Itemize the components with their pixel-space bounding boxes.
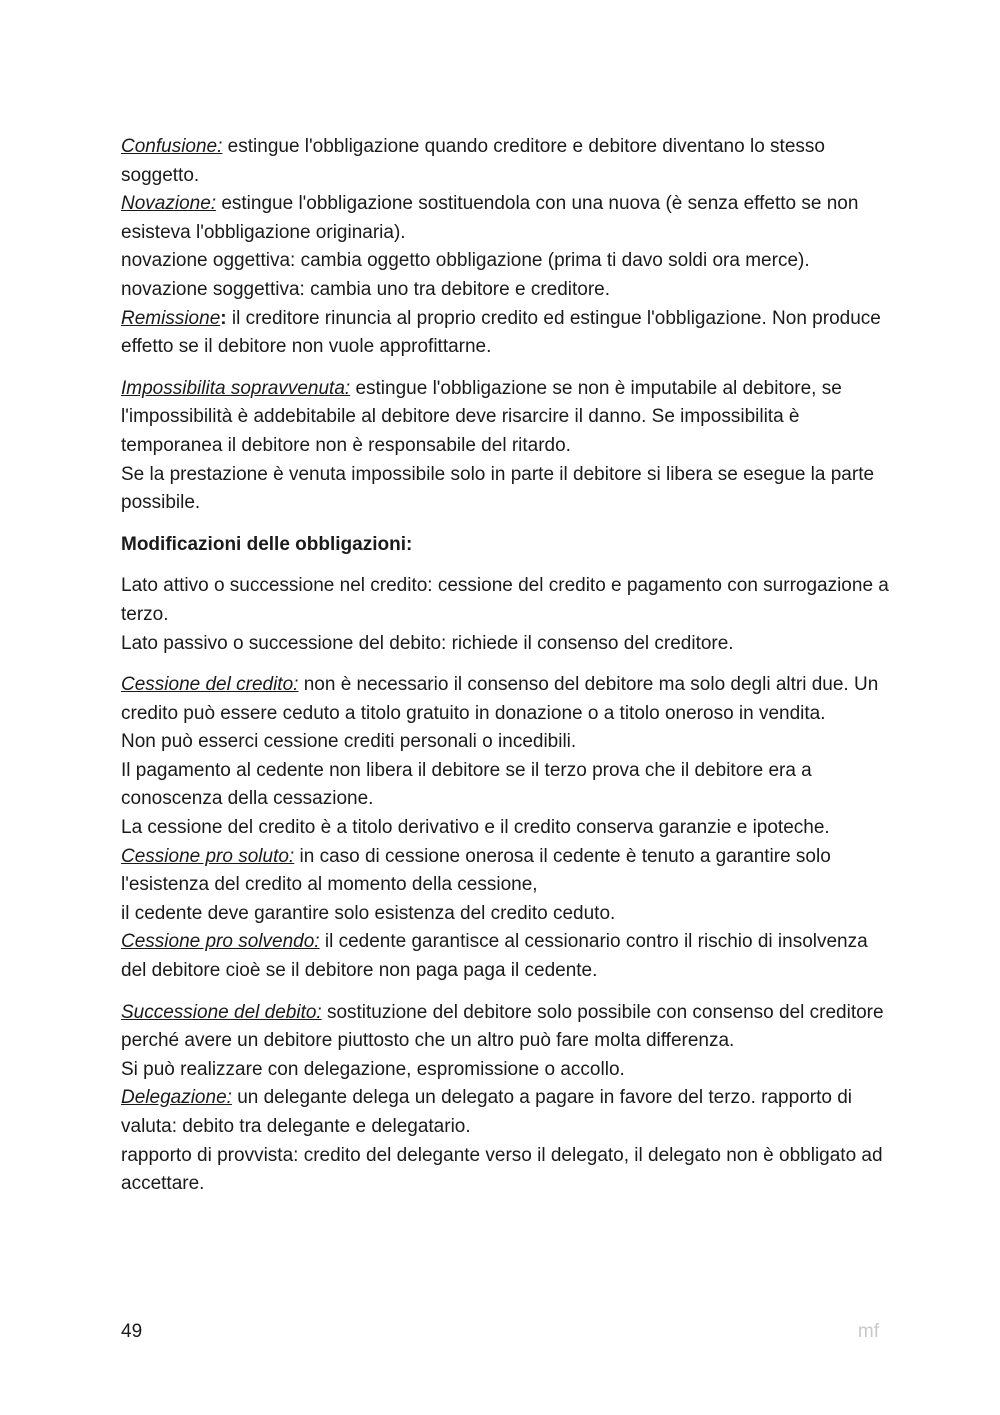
paragraph [121,1084,891,1141]
term-label: Remissione [121,307,221,329]
term-label: Cessione pro soluto: [121,845,295,867]
paragraph [121,461,891,518]
footer-mark: mf [857,1321,879,1342]
section-extinction [121,133,891,362]
paragraph [121,133,891,190]
paragraph-text: Lato attivo o successione nel credito: cessione del credito e pagamento con surrogazione a terzo. [121,575,889,625]
term-label: Cessione del credito: [121,674,299,696]
paragraph-text: estingue l'obbligazione se non è imputabile al debitore, se l'impossibilità è addebitabile al debitore deve risarcire il danno. Se impossibilita è temporanea il debitore non è responsabile del ritardo. [121,377,842,456]
paragraph-text: Se la prestazione è venuta impossibile solo in parte il debitore si libera se esegue la parte possibile. [121,463,875,514]
term-label: Novazione: [121,193,217,215]
paragraph [121,375,891,461]
paragraph [121,843,891,900]
term-label: Successione del debito: [121,1001,322,1023]
paragraph [121,190,891,247]
term-label: Cessione pro solvendo: [121,931,320,953]
paragraph [121,630,891,659]
term-colon: : [220,307,227,329]
section-credit-assignment [121,671,891,986]
paragraph-text: il cedente deve garantire solo esistenza del credito ceduto. [121,902,616,924]
page-number: 49 [121,1321,143,1342]
paragraph [121,999,891,1056]
paragraph [121,572,891,629]
section-heading: Modificazioni delle obbligazioni: [121,533,413,555]
paragraph [121,305,891,362]
paragraph-text: La cessione del credito è a titolo derivativo e il credito conserva garanzie e ipoteche. [121,817,830,839]
paragraph [121,1142,891,1199]
paragraph [121,276,891,305]
section-sides [121,572,891,658]
paragraph-text: il cedente garantisce al cessionario contro il rischio di insolvenza del debitore cioè se il debitore non paga paga il cedente. [121,931,868,982]
paragraph-text: Si può realizzare con delegazione, espromissione o accollo. [121,1058,625,1080]
paragraph-text: estingue l'obbligazione quando creditore e debitore diventano lo stesso soggetto. [121,136,825,186]
term-label: Impossibilita sopravvenuta: [121,377,351,399]
paragraph-text: in caso di cessione onerosa il cedente è tenuto a garantire solo l'esistenza del credito al momento della cessione, [121,845,831,896]
paragraph-text: Non può esserci cessione crediti personali o incedibili. [121,731,577,753]
paragraph [121,757,891,814]
section-heading-block [121,531,891,560]
paragraph-text: sostituzione del debitore solo possibile con consenso del creditore perché avere un debitore piuttosto che un altro può fare molta differenza. [121,1001,884,1052]
paragraph-text: non è necessario il consenso del debitore ma solo degli altri due. Un credito può essere ceduto a titolo gratuito in donazione o a titolo oneroso in vendita. [121,674,879,724]
section-impossibility [121,375,891,518]
paragraph-text: un delegante delega un delegato a pagare in favore del terzo. rapporto di valuta: debito tra delegante e delegatario. [121,1087,852,1137]
paragraph-text: rapporto di provvista: credito del delegante verso il delegato, il delegato non è obbligato ad accettare. [121,1144,883,1195]
paragraph [121,814,891,843]
paragraph [121,928,891,985]
paragraph-text: Lato passivo o successione del debito: richiede il consenso del creditore. [121,632,734,654]
paragraph-text: il creditore rinuncia al proprio credito ed estingue l'obbligazione. Non produce effetto se il debitore non vuole approfittarne. [121,307,881,358]
paragraph-text: estingue l'obbligazione sostituendola con una nuova (è senza effetto se non esisteva l'obbligazione originaria). [121,193,859,243]
term-label: Confusione: [121,136,223,157]
paragraph-text: novazione soggettiva: cambia uno tra debitore e creditore. [121,278,611,300]
paragraph [121,247,891,276]
document-body [121,133,891,1199]
term-label: Delegazione: [121,1087,232,1109]
paragraph [121,728,891,757]
paragraph-text: Il pagamento al cedente non libera il debitore se il terzo prova che il debitore era a conoscenza della cessazione. [121,759,812,810]
paragraph [121,671,891,728]
paragraph [121,1056,891,1085]
paragraph [121,900,891,929]
section-debt-succession [121,999,891,1199]
paragraph-text: novazione oggettiva: cambia oggetto obbligazione (prima ti davo soldi ora merce). [121,250,810,272]
